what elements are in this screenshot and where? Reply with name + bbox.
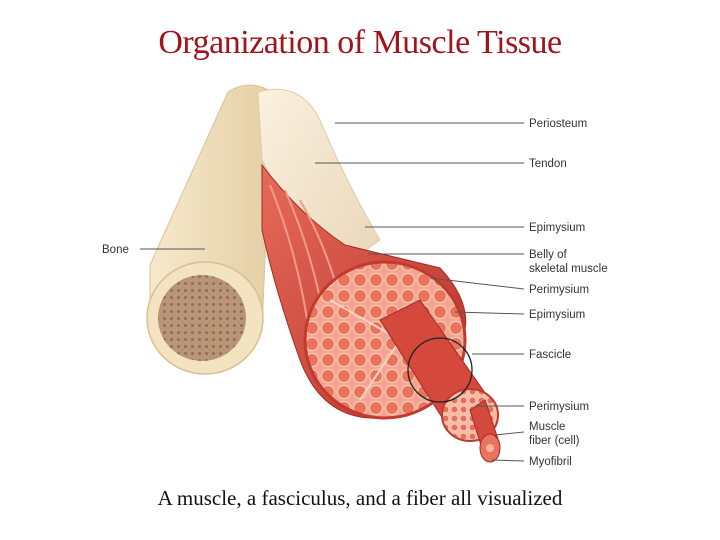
label-muscle-fiber-line2: fiber (cell) (529, 435, 580, 447)
label-muscle-fiber-line1: Muscle (529, 421, 566, 433)
label-perimysium-1: Perimysium (529, 284, 590, 296)
label-bone: Bone (102, 244, 129, 256)
label-tendon: Tendon (529, 158, 567, 170)
label-epimysium-1: Epimysium (529, 222, 586, 234)
label-myofibril: Myofibril (529, 456, 572, 468)
slide-title: Organization of Muscle Tissue (158, 24, 562, 61)
label-belly-line2: skeletal muscle (529, 263, 608, 275)
label-belly-line1: Belly of (529, 249, 567, 261)
label-fascicle: Fascicle (529, 349, 572, 361)
label-periosteum: Periosteum (529, 118, 588, 130)
label-epimysium-2: Epimysium (529, 309, 586, 321)
figure-caption: A muscle, a fasciculus, and a fiber all visualized (157, 486, 563, 510)
bone-shaft (147, 85, 272, 374)
label-perimysium-2: Perimysium (529, 401, 590, 413)
